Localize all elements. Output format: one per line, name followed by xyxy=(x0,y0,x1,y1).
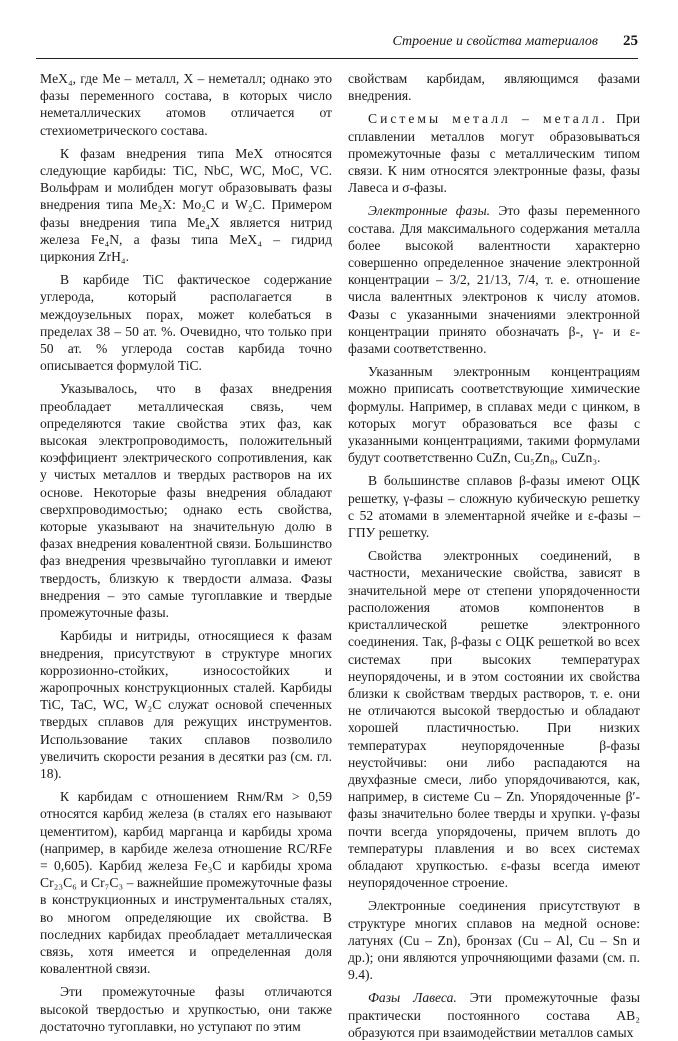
paragraph: Свойства электронных соединений, в частности, механические свойства, зависят в значительной мере от степени упорядоченности расположения атомов компонентов в кристаллической решетке электронного соединения. Так, β-фазы с ОЦК решеткой во всех системах при высоких температурах неупорядочены, и в этом состоянии их свойства близки к свойствам твердых растворов, т. е. они не отличаются высокой твердостью и обладают хорошей пластичностью. При низких температурах неупорядоченные β-фазы неустойчивы: они либо распадаются на двухфазные смеси, либо упорядочиваются, как, например, в системе Cu – Zn. Упорядоченные β′-фазы значительно более тверды и хрупки. γ-фазы почти всегда упорядочены, причем вплоть до температуры плавления и во всех системах обладают хрупкостью. ε-фазы всегда имеют неупорядоченное строение. xyxy=(348,548,640,891)
page-number: 25 xyxy=(623,33,638,49)
subsection-heading: Электронные фазы. xyxy=(368,203,491,219)
paragraph xyxy=(348,989,640,1041)
paragraph: Карбиды и нитриды, относящиеся к фазам внедрения, присутствуют в структуре многих коррозионно-стойких, износостойких и жаропрочных конструкционных сталей. Карбиды TiC, TaC, WC, W₂C служат основой спеченных твердых сплавов для режущих инструментов. Использование таких сплавов позволило увеличить скорости резания в десятки раз (см. гл. 18). xyxy=(40,628,332,781)
page-header xyxy=(36,34,638,56)
paragraph-text: Это фазы переменного состава. Для максимального содержания металла более высокой валентности характерно совершенно определенное значение электронной концентрации – 3/2, 21/13, 7/4, т. е. отношение числа валентных электронов к числу атомов. Фазы с указанными значениями электронной концентрации принято обозначать β-, γ- и ε-фазами соответственно. xyxy=(348,203,640,357)
right-column xyxy=(348,70,640,1041)
paragraph: Эти промежуточные фазы отличаются высокой твердостью и хрупкостью, они также достаточно тугоплавки, но уступают по этим xyxy=(40,984,332,1034)
paragraph: Электронные соединения присутствуют в структуре многих сплавов на медной основе: латунях (Cu – Zn), бронзах (Cu – Al, Cu – Sn и др.); они являются упрочняющими фазами (см. п. 9.4). xyxy=(348,898,640,983)
paragraph-text: Эти промежуточные фазы практически постоянного состава AB₂ образуются при взаимодействии металлов самых xyxy=(348,990,640,1040)
paragraph: Указывалось, что в фазах внедрения преобладает металлическая связь, чем определяются такие свойства этих фаз, как высокая электропроводимость, положительный коэффициент электрического сопротивления, как у чистых металлов и твердых растворов на их основе. Некоторые фазы внедрения обладают сверхпроводимостью; однако есть свойства, которые указывают на значительную долю в фазах внедрения ковалентной связи. Большинство фаз внедрения чрезвычайно тугоплавки и имеют твердость, близкую к твердости алмаза. Фазы внедрения – это самые тугоплавкие и твердые промежуточные фазы. xyxy=(40,381,332,621)
paragraph: MeX₄, где Me – металл, X – неметалл; однако это фазы переменного состава, в которых число неметаллических атомов отличается от стехиометрического состава. xyxy=(40,71,332,138)
left-column xyxy=(40,70,332,1035)
paragraph: В карбиде TiC фактическое содержание углерода, который располагается в междоузельных порах, может колебаться в пределах 38 – 50 ат. %. Очевидно, что только при 50 ат. % углерода состав карбида точно описывается формулой TiC. xyxy=(40,272,332,374)
paragraph: В большинстве сплавов β-фазы имеют ОЦК решетку, γ-фазы – сложную кубическую решетку с 52 атомами в элементарной ячейке и ε-фазы – ГПУ решетку. xyxy=(348,473,640,541)
paragraph: Указанным электронным концентрациям можно приписать соответствующие химические формулы. Например, в сплавах меди с цинком, в которых могут образоваться все фазы с указанными концентрациями, такими формулами будут соответственно CuZn, Cu₅Zn₈, CuZn₃. xyxy=(348,364,640,466)
running-title: Строение и свойства материалов xyxy=(392,34,598,49)
subsection-heading: Фазы Лавеса. xyxy=(368,990,457,1006)
paragraph: свойствам карбидам, являющимся фазами внедрения. xyxy=(348,71,640,104)
paragraph-text: При сплавлении металлов могут образовываться промежуточные фазы с металлическим типом связи. К ним относятся электронные фазы, фазы Лавеса и σ-фазы. xyxy=(348,111,640,196)
paragraph xyxy=(348,110,640,196)
paragraph: К карбидам с отношением Rнм/Rм > 0,59 относятся карбид железа (в сталях его называют цементитом), карбид марганца и карбиды хрома (например, в карбиде железа отношение RC/RFe = 0,605). Карбид железа Fe₃C и карбиды хрома Cr₂₃C₆ и Cr₇C₃ – важнейшие промежуточные фазы в конструкционных и инструментальных сталях, во многом определяющие их свойства. В последних карбидах преобладает металлическая связь, хотя имеется и определенная доля ковалентной связи. xyxy=(40,789,332,977)
header-rule xyxy=(36,58,638,59)
paragraph xyxy=(348,202,640,357)
section-heading: Системы металл – металл. xyxy=(368,111,608,127)
paragraph: К фазам внедрения типа MeX относятся следующие карбиды: TiC, NbC, WC, MoC, VC. Вольфрам и молибден могут образовывать фазы внедрения типа Me₂X: Mo₂C и W₂C. Примером фазы внедрения типа Me₄X является нитрид железа Fe₄N, а фазы типа MeX₄ – гидрид циркония ZrH₄. xyxy=(40,145,332,265)
